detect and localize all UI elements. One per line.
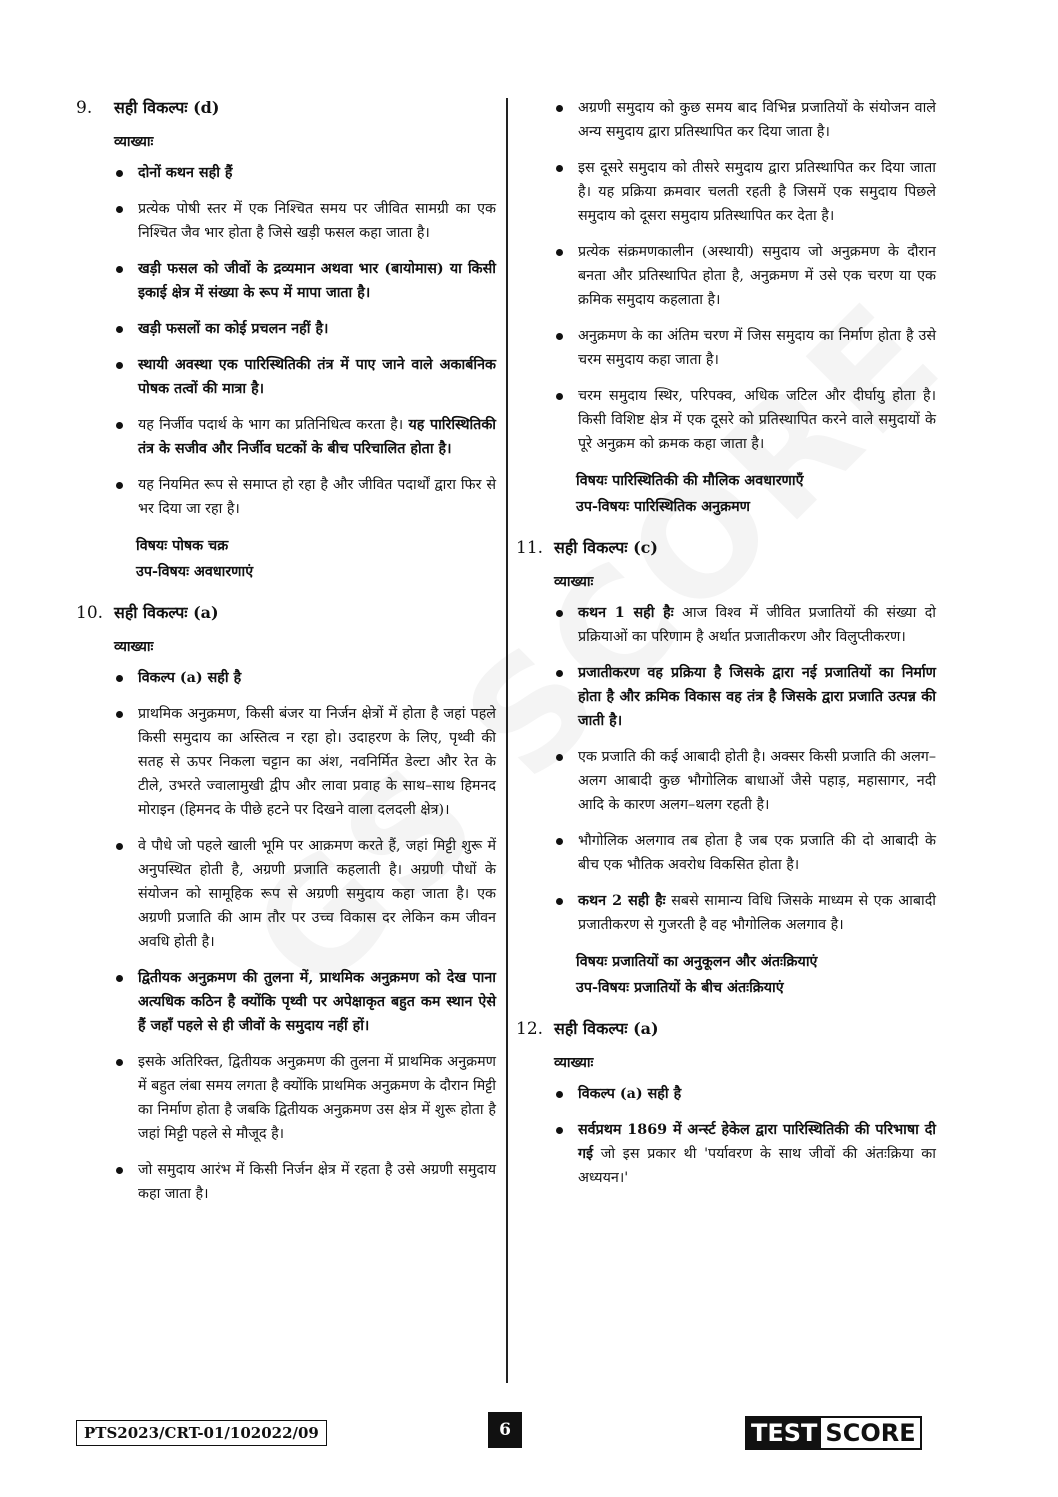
list-item: एक प्रजाति की कई आबादी होती है। अक्सर किसी प्रजाति की अलग–अलग आबादी कुछ भौगोलिक बाधाओं जैसे पहाड़, महासागर, नदी आदि के कारण अलग–थलग रहती है।	[516, 745, 936, 817]
explanation-label: व्याख्याः	[554, 574, 594, 590]
explanation-label: व्याख्याः	[554, 1055, 594, 1071]
topic-label: विषयः पोषक चक्र	[136, 538, 229, 554]
subtopic-label: उप-विषयः प्रजातियों के बीच अंतःक्रियाएं	[576, 980, 784, 996]
bullet-list	[516, 1082, 936, 1190]
answer-label: सही विकल्पः (a)	[114, 603, 219, 622]
question-12-header	[516, 1017, 936, 1039]
list-item: यह नियमित रूप से समाप्त हो रहा है और जीवित पदार्थों द्वारा फिर से भर दिया जा रहा है।	[76, 473, 496, 521]
bullet-list	[76, 666, 496, 1206]
logo-text-test: TEST	[747, 1418, 821, 1448]
bullet-list	[76, 161, 496, 521]
list-item: विकल्प (a) सही है	[516, 1082, 936, 1106]
list-item: प्रत्येक पोषी स्तर में एक निश्चित समय पर जीवित सामग्री का एक निश्चित जैव भार होता है जिसे खड़ी फसल कहा जाता है।	[76, 197, 496, 245]
list-item: अनुक्रमण के का अंतिम चरण में जिस समुदाय का निर्माण होता है उसे चरम समुदाय कहा जाता है।	[516, 324, 936, 372]
list-item-text: जो इस प्रकार थी 'पर्यावरण के साथ जीवों की अंतःक्रिया का अध्ययन।'	[578, 1146, 936, 1186]
bullet-list	[516, 96, 936, 456]
document-code: PTS2023/CRT-01/102022/09	[76, 1420, 327, 1446]
list-item: विकल्प (a) सही है	[76, 666, 496, 690]
answer-label: सही विकल्पः (d)	[114, 98, 220, 117]
list-item-text: सबसे सामान्य विधि जिसके माध्यम से एक आबादी प्रजातीकरण से गुजरती है वह भौगोलिक अलगाव है।	[578, 893, 936, 933]
list-item: प्राथमिक अनुक्रमण, किसी बंजर या निर्जन क्षेत्रों में होता है जहां पहले किसी समुदाय का अस्तित्व न रहा हो। उदाहरण के लिए, पृथ्वी की सतह से ऊपर निकला चट्टान का अंश, नवनिर्मित डेल्टा और रेत के टीले, उभरते ज्वालामुखी द्वीप और लावा प्रवाह के साथ–साथ हिमनद मोराइन (हिमनद के पीछे हटने पर दिखने वाला दलदली क्षेत्र)।	[76, 702, 496, 822]
list-item	[516, 1118, 936, 1190]
list-item-bold-text: यह पारिस्थितिकी तंत्र के सजीव और निर्जीव घटकों के बीच परिचालित होता है।	[138, 417, 497, 457]
list-item-text: आज विश्व में जीवित प्रजातियों की संख्या दो प्रक्रियाओं का परिणाम है अर्थात प्रजातीकरण और विलुप्तीकरण।	[578, 605, 936, 645]
column-divider	[506, 98, 508, 1383]
list-item: प्रजातीकरण वह प्रक्रिया है जिसके द्वारा नई प्रजातियों का निर्माण होता है और क्रमिक विकास वह तंत्र है जिसके द्वारा प्रजाति उत्पन्न की जाती है।	[516, 661, 936, 733]
list-item: वे पौधे जो पहले खाली भूमि पर आक्रमण करते हैं, जहां मिट्टी शुरू में अनुपस्थित होती है, अग्रणी प्रजाति कहलाती है। अग्रणी पौधों के संयोजन को सामूहिक रूप से अग्रणी समुदाय कहा जाता है। एक अग्रणी प्रजाति की आम तौर पर उच्च विकास दर लेकिन कम जीवन अवधि होती है।	[76, 834, 496, 954]
list-item: भौगोलिक अलगाव तब होता है जब एक प्रजाति की दो आबादी के बीच एक भौतिक अवरोध विकसित होता है।	[516, 829, 936, 877]
logo-text-score: SCORE	[825, 1419, 916, 1447]
list-item: खड़ी फसलों का कोई प्रचलन नहीं है।	[76, 317, 496, 341]
left-column	[76, 96, 496, 1218]
explanation-label: व्याख्याः	[114, 134, 154, 150]
list-item: द्वितीयक अनुक्रमण की तुलना में, प्राथमिक अनुक्रमण को देख पाना अत्यधिक कठिन है क्योंकि पृथ्वी पर अपेक्षाकृत बहुत कम स्थान ऐसे हैं जहाँ पहले से ही जीवों के समुदाय नहीं हों।	[76, 966, 496, 1038]
answer-label: सही विकल्पः (c)	[554, 538, 658, 557]
page-number: 6	[488, 1412, 522, 1448]
statement-lead: कथन 2 सही हैः	[578, 893, 666, 909]
testscore-logo	[745, 1416, 922, 1450]
right-column	[516, 96, 936, 1202]
list-item: इसके अतिरिक्त, द्वितीयक अनुक्रमण की तुलना में प्राथमिक अनुक्रमण में बहुत लंबा समय लगता है क्योंकि प्राथमिक अनुक्रमण के दौरान मिट्टी का निर्माण होता है जबकि द्वितीयक अनुक्रमण उस क्षेत्र में शुरू होता है जहां मिट्टी पहले से मौजूद है।	[76, 1050, 496, 1146]
list-item: जो समुदाय आरंभ में किसी निर्जन क्षेत्र में रहता है उसे अग्रणी समुदाय कहा जाता है।	[76, 1158, 496, 1206]
list-item-text: यह निर्जीव पदार्थ के भाग का प्रतिनिधित्व करता है।	[138, 417, 404, 433]
subtopic-label: उप-विषयः अवधारणाएं	[136, 564, 254, 580]
list-item: इस दूसरे समुदाय को तीसरे समुदाय द्वारा प्रतिस्थापित कर दिया जाता है। यह प्रक्रिया क्रमवार चलती रहती है जिसमें एक समुदाय पिछले समुदाय को दूसरा समुदाय प्रतिस्थापित कर देता है।	[516, 156, 936, 228]
question-10-header	[76, 601, 496, 623]
list-item: प्रत्येक संक्रमणकालीन (अस्थायी) समुदाय जो अनुक्रमण के दौरान बनता और प्रतिस्थापित होता है, अनुक्रमण में उसे एक चरण या एक क्रमिक समुदाय कहलाता है।	[516, 240, 936, 312]
question-number: 10.	[76, 603, 104, 623]
list-item	[516, 601, 936, 649]
list-item: चरम समुदाय स्थिर, परिपक्व, अधिक जटिल और दीर्घायु होता है। किसी विशिष्ट क्षेत्र में एक दूसरे को प्रतिस्थापित करने वाले समुदायों के पूरे अनुक्रम को क्रमक कहा जाता है।	[516, 384, 936, 456]
list-item: खड़ी फसल को जीवों के द्रव्यमान अथवा भार (बायोमास) या किसी इकाई क्षेत्र में संख्या के रूप में मापा जाता है।	[76, 257, 496, 305]
list-item	[516, 889, 936, 937]
list-item: दोनों कथन सही हैं	[76, 161, 496, 185]
explanation-label: व्याख्याः	[114, 639, 154, 655]
list-item	[76, 413, 496, 461]
statement-lead: सर्वप्रथम 1869 में अर्न्स्ट हेकेल द्वारा पारिस्थितिकी की परिभाषा दी गई	[578, 1122, 936, 1162]
topic-label: विषयः प्रजातियों का अनुकूलन और अंतःक्रियाएं	[576, 954, 818, 970]
topic-label: विषयः पारिस्थितिकी की मौलिक अवधारणाएँ	[576, 473, 804, 489]
question-9-header	[76, 96, 496, 118]
question-number: 9.	[76, 98, 93, 118]
subtopic-label: उप-विषयः पारिस्थितिक अनुक्रमण	[576, 499, 750, 515]
bullet-list	[516, 601, 936, 937]
list-item: स्थायी अवस्था एक पारिस्थितिकी तंत्र में पाए जाने वाले अकार्बनिक पोषक तत्वों की मात्रा है।	[76, 353, 496, 401]
list-item: अग्रणी समुदाय को कुछ समय बाद विभिन्न प्रजातियों के संयोजन वाले अन्य समुदाय द्वारा प्रतिस्थापित कर दिया जाता है।	[516, 96, 936, 144]
statement-lead: कथन 1 सही हैः	[578, 605, 674, 621]
answer-label: सही विकल्पः (a)	[554, 1019, 659, 1038]
question-11-header	[516, 536, 936, 558]
question-number: 11.	[516, 538, 544, 558]
question-number: 12.	[516, 1019, 544, 1039]
